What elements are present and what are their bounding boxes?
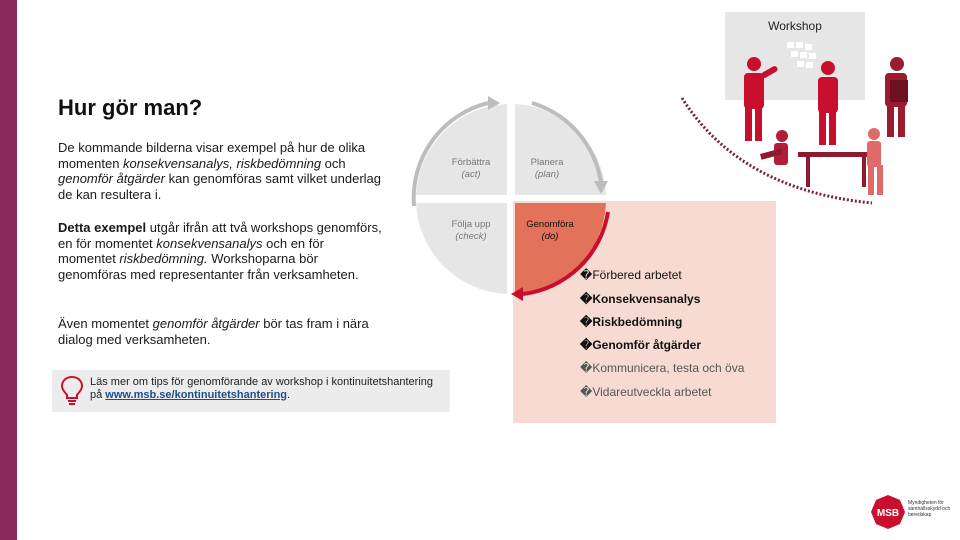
step-label: Förbered arbetet <box>592 268 682 282</box>
label-sub: (act) <box>461 169 481 180</box>
label-sub: (do) <box>541 231 559 242</box>
logo-text: Myndigheten för samhällsskydd och beredskap <box>908 500 951 518</box>
text-span: Även momentet <box>58 316 153 331</box>
label-text: Följa upp <box>451 219 491 230</box>
label-sub: (plan) <box>534 169 560 180</box>
step-item <box>580 361 744 375</box>
emphasis-span: riskbedömning. <box>119 251 208 266</box>
msb-link[interactable]: www.msb.se/kontinuitetshantering <box>105 389 288 401</box>
bullet-icon: � <box>580 268 593 282</box>
cycle-plan-label <box>507 157 587 181</box>
step-item <box>580 292 700 306</box>
bullet-icon: � <box>580 315 593 329</box>
cycle-act-segment <box>416 104 507 195</box>
tip-text-span: Läs mer om tips för genomförande av workshop i kontinuitetshantering på <box>90 376 434 401</box>
label-text: Genomföra <box>526 219 574 230</box>
text-span: utgår ifrån att två workshops genomförs, en för momentet <box>58 220 382 251</box>
page-title: Hur gör man? <box>58 95 203 120</box>
step-label: Riskbedömning <box>592 315 683 329</box>
step-label: Kommunicera, testa och öva <box>592 361 745 375</box>
cycle-act-label <box>431 157 511 181</box>
bullet-icon: � <box>580 361 593 375</box>
step-item <box>580 338 701 352</box>
emphasis-span: konsekvensanalys <box>156 235 263 251</box>
step-item <box>580 315 682 329</box>
step-label: Genomför åtgärder <box>592 338 701 352</box>
bullet-icon: � <box>580 292 593 306</box>
bullet-icon: � <box>580 385 593 399</box>
text-span: och en för momentet <box>58 235 324 266</box>
step-label: Konsekvensanalys <box>592 292 701 306</box>
text-span: bör tas fram i nära dialog med verksamheten. <box>58 316 369 347</box>
msb-logo-icon <box>870 494 906 530</box>
step-item <box>580 385 712 399</box>
label-sub: (check) <box>455 231 487 242</box>
workshop-label: Workshop <box>768 19 822 33</box>
text-span: Workshoparna bör genomföras med representanter från verksamheten. <box>58 251 359 282</box>
bold-span: Detta exempel <box>58 220 147 235</box>
emphasis-span: konsekvensanalys, riskbedömning <box>123 155 322 171</box>
cycle-check-label <box>431 219 511 243</box>
step-item <box>580 268 682 282</box>
logo-mark: MSB <box>876 508 900 519</box>
text-span: De kommande bilderna visar exempel på hur de olika momenten <box>58 140 366 171</box>
cycle-do-label <box>510 219 590 243</box>
label-text: Förbättra <box>451 157 491 168</box>
label-text: Planera <box>530 157 564 168</box>
text-span: kan genomföras samt vilket underlag de kan resultera i. <box>58 171 382 202</box>
bullet-icon: � <box>580 338 593 352</box>
text-span: och <box>321 155 346 171</box>
emphasis-span: genomför åtgärder <box>58 171 165 186</box>
step-label: Vidareutveckla arbetet <box>592 385 712 399</box>
emphasis-span: genomför åtgärder <box>152 316 260 331</box>
tip-end-span: . <box>287 389 291 401</box>
cycle-check-segment <box>416 203 507 294</box>
